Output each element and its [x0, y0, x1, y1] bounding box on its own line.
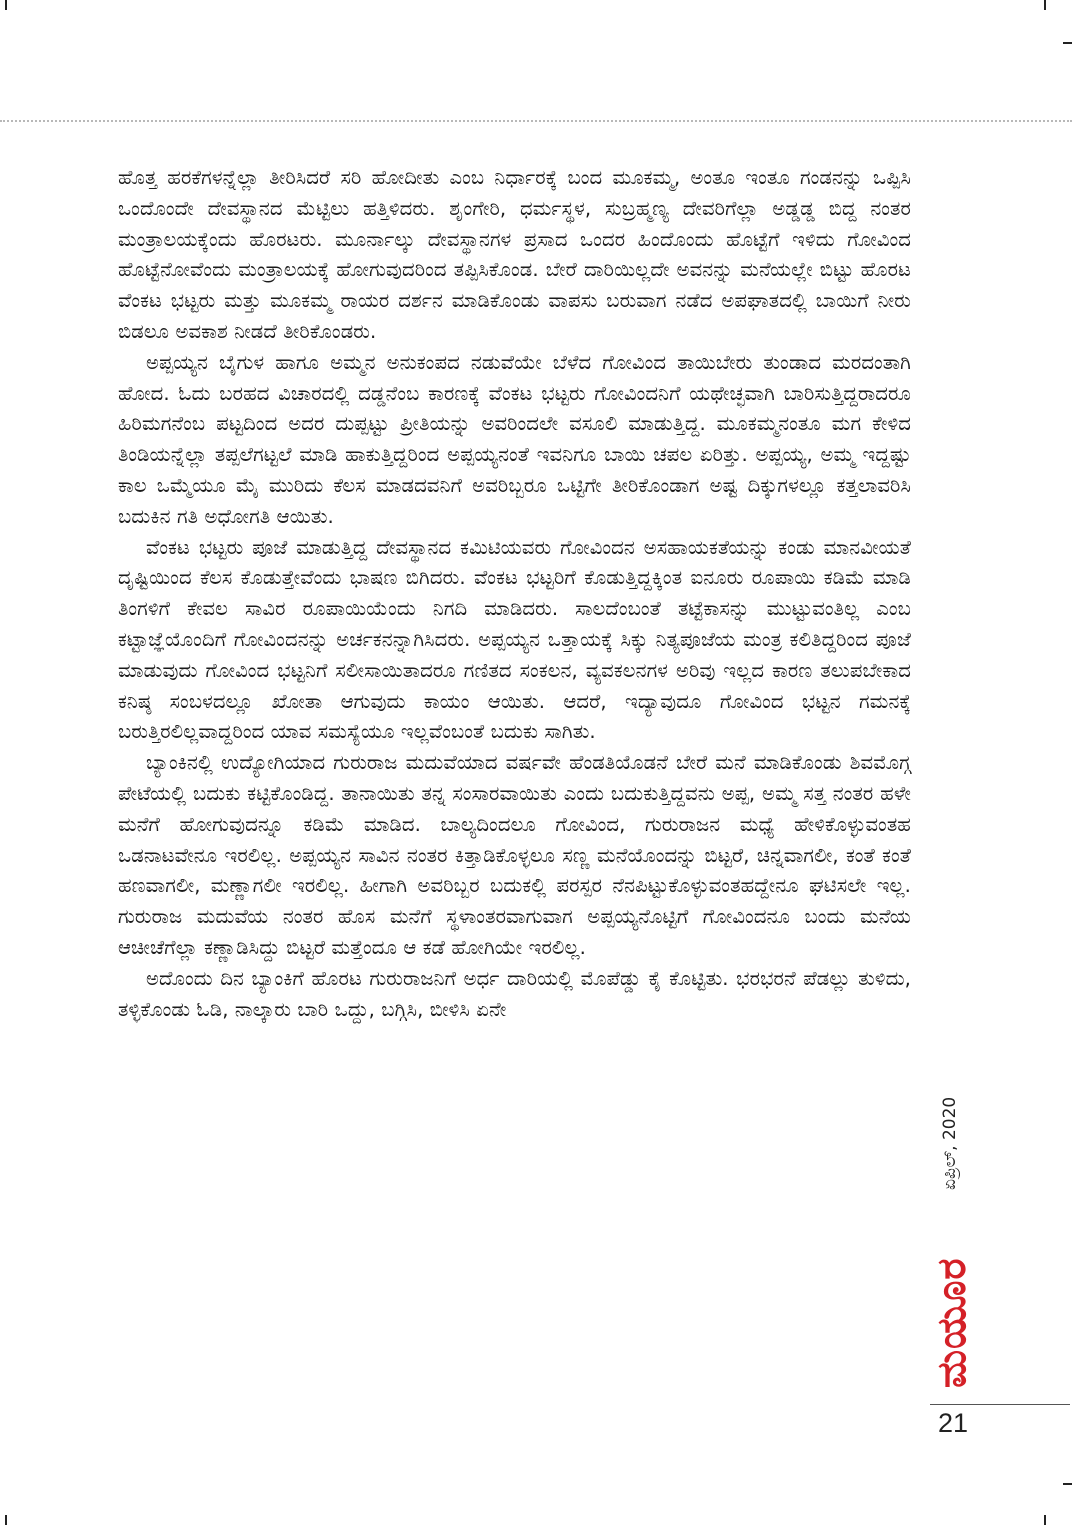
crop-mark-right-tick	[1063, 42, 1072, 44]
crop-mark-bottom-left	[5, 1515, 7, 1525]
article-body	[118, 163, 911, 1025]
magazine-logo: ಮಯೂರ	[929, 1257, 975, 1388]
page-number-rule	[930, 1404, 1070, 1405]
crop-mark-bottom-right	[1044, 1515, 1046, 1525]
article-paragraph: ಹೊತ್ತ ಹರಕೆಗಳನ್ನೆಲ್ಲಾ ತೀರಿಸಿದರೆ ಸರಿ ಹೋದೀತು ಎಂಬ ನಿರ್ಧಾರಕ್ಕೆ ಬಂದ ಮೂಕಮ್ಮ, ಅಂತೂ ಇಂತೂ ಗಂಡನನ್ನು ಒಪ್ಪಿಸಿ ಒಂದೊಂದೇ ದೇವಸ್ಥಾನದ ಮೆಟ್ಟಿಲು ಹತ್ತಿಳಿದರು. ಶೃಂಗೇರಿ, ಧರ್ಮಸ್ಥಳ, ಸುಬ್ರಹ್ಮಣ್ಯ ದೇವರಿಗೆಲ್ಲಾ ಅಡ್ಡಡ್ಡ ಬಿದ್ದ ನಂತರ ಮಂತ್ರಾಲಯಕ್ಕೆಂದು ಹೊರಟರು. ಮೂರ್ನಾಲ್ಕು ದೇವಸ್ಥಾನಗಳ ಪ್ರಸಾದ ಒಂದರ ಹಿಂದೊಂದು ಹೊಟ್ಟೆಗೆ ಇಳಿದು ಗೋವಿಂದ ಹೊಟ್ಟೆನೋವೆಂದು ಮಂತ್ರಾಲಯಕ್ಕೆ ಹೋಗುವುದರಿಂದ ತಪ್ಪಿಸಿಕೊಂಡ. ಬೇರೆ ದಾರಿಯಿಲ್ಲದೇ ಅವನನ್ನು ಮನೆಯಲ್ಲೇ ಬಿಟ್ಟು ಹೊರಟ ವೆಂಕಟ ಭಟ್ಟರು ಮತ್ತು ಮೂಕಮ್ಮ ರಾಯರ ದರ್ಶನ ಮಾಡಿಕೊಂಡು ವಾಪಸು ಬರುವಾಗ ನಡೆದ ಅಪಘಾತದಲ್ಲಿ ಬಾಯಿಗೆ ನೀರು ಬಿಡಲೂ ಅವಕಾಶ ನೀಡದೆ ತೀರಿಕೊಂಡರು.	[118, 166, 911, 343]
crop-mark-right-tick-bottom	[1063, 1483, 1072, 1485]
article-paragraph: ಬ್ಯಾಂಕಿನಲ್ಲಿ ಉದ್ಯೋಗಿಯಾದ ಗುರುರಾಜ ಮದುವೆಯಾದ ವರ್ಷವೇ ಹೆಂಡತಿಯೊಡನೆ ಬೇರೆ ಮನೆ ಮಾಡಿಕೊಂಡು ಶಿವಮೊಗ್ಗ ಪೇಟೆಯಲ್ಲಿ ಬದುಕು ಕಟ್ಟಿಕೊಂಡಿದ್ದ. ತಾನಾಯಿತು ತನ್ನ ಸಂಸಾರವಾಯಿತು ಎಂದು ಬದುಕುತ್ತಿದ್ದವನು ಅಪ್ಪ, ಅಮ್ಮ ಸತ್ತ ನಂತರ ಹಳೇ ಮನೆಗೆ ಹೋಗುವುದನ್ನೂ ಕಡಿಮೆ ಮಾಡಿದ. ಬಾಲ್ಯದಿಂದಲೂ ಗೋವಿಂದ, ಗುರುರಾಜನ ಮಧ್ಯೆ ಹೇಳಿಕೊಳ್ಳುವಂತಹ ಒಡನಾಟವೇನೂ ಇರಲಿಲ್ಲ. ಅಪ್ಪಯ್ಯನ ಸಾವಿನ ನಂತರ ಕಿತ್ತಾಡಿಕೊಳ್ಳಲೂ ಸಣ್ಣ ಮನೆಯೊಂದನ್ನು ಬಿಟ್ಟರೆ, ಚಿನ್ನವಾಗಲೀ, ಕಂತೆ ಕಂತೆ ಹಣವಾಗಲೀ, ಮಣ್ಣಾಗಲೀ ಇರಲಿಲ್ಲ. ಹೀಗಾಗಿ ಅವರಿಬ್ಬರ ಬದುಕಲ್ಲಿ ಪರಸ್ಪರ ನೆನಪಿಟ್ಟುಕೊಳ್ಳುವಂತಹದ್ದೇನೂ ಘಟಿಸಲೇ ಇಲ್ಲ. ಗುರುರಾಜ ಮದುವೆಯ ನಂತರ ಹೊಸ ಮನೆಗೆ ಸ್ಥಳಾಂತರವಾಗುವಾಗ ಅಪ್ಪಯ್ಯನೊಟ್ಟಿಗೆ ಗೋವಿಂದನೂ ಬಂದು ಮನೆಯ ಆಚೀಚೆಗೆಲ್ಲಾ ಕಣ್ಣಾಡಿಸಿದ್ದು ಬಿಟ್ಟರೆ ಮತ್ತೆಂದೂ ಆ ಕಡೆ ಹೋಗಿಯೇ ಇರಲಿಲ್ಲ.	[118, 751, 911, 959]
header-dotted-rule	[0, 120, 1072, 122]
page-number: 21	[938, 1408, 969, 1438]
crop-mark-top-left	[5, 0, 7, 10]
crop-mark-top-right	[1044, 0, 1046, 10]
article-paragraph: ವೆಂಕಟ ಭಟ್ಟರು ಪೂಜೆ ಮಾಡುತ್ತಿದ್ದ ದೇವಸ್ಥಾನದ ಕಮಿಟಿಯವರು ಗೋವಿಂದನ ಅಸಹಾಯಕತೆಯನ್ನು ಕಂಡು ಮಾನವೀಯತೆ ದೃಷ್ಟಿಯಿಂದ ಕೆಲಸ ಕೊಡುತ್ತೇವೆಂದು ಭಾಷಣ ಬಿಗಿದರು. ವೆಂಕಟ ಭಟ್ಟರಿಗೆ ಕೊಡುತ್ತಿದ್ದಕ್ಕಿಂತ ಐನೂರು ರೂಪಾಯಿ ಕಡಿಮೆ ಮಾಡಿ ತಿಂಗಳಿಗೆ ಕೇವಲ ಸಾವಿರ ರೂಪಾಯಿಯೆಂದು ನಿಗದಿ ಮಾಡಿದರು. ಸಾಲದೆಂಬಂತೆ ತಟ್ಟೆಕಾಸನ್ನು ಮುಟ್ಟುವಂತಿಲ್ಲ ಎಂಬ ಕಟ್ಟಾಜ್ಞೆಯೊಂದಿಗೆ ಗೋವಿಂದನನ್ನು ಅರ್ಚಕನನ್ನಾಗಿಸಿದರು. ಅಪ್ಪಯ್ಯನ ಒತ್ತಾಯಕ್ಕೆ ಸಿಕ್ಕು ನಿತ್ಯಪೂಜೆಯ ಮಂತ್ರ ಕಲಿತಿದ್ದರಿಂದ ಪೂಜೆ ಮಾಡುವುದು ಗೋವಿಂದ ಭಟ್ಟನಿಗೆ ಸಲೀಸಾಯಿತಾದರೂ ಗಣಿತದ ಸಂಕಲನ, ವ್ಯವಕಲನಗಳ ಅರಿವು ಇಲ್ಲದ ಕಾರಣ ತಲುಪಬೇಕಾದ ಕನಿಷ್ಠ ಸಂಬಳದಲ್ಲೂ ಖೋತಾ ಆಗುವುದು ಕಾಯಂ ಆಯಿತು. ಆದರೆ, ಇದ್ಯಾವುದೂ ಗೋವಿಂದ ಭಟ್ಟನ ಗಮನಕ್ಕೆ ಬರುತ್ತಿರಲಿಲ್ಲವಾದ್ದರಿಂದ ಯಾವ ಸಮಸ್ಯೆಯೂ ಇಲ್ಲವೆಂಬಂತೆ ಬದುಕು ಸಾಗಿತು.	[118, 535, 911, 744]
article-paragraph: ಅಪ್ಪಯ್ಯನ ಬೈಗುಳ ಹಾಗೂ ಅಮ್ಮನ ಅನುಕಂಪದ ನಡುವೆಯೇ ಬೆಳೆದ ಗೋವಿಂದ ತಾಯಿಬೇರು ತುಂಡಾದ ಮರದಂತಾಗಿ ಹೋದ. ಓದು ಬರಹದ ವಿಚಾರದಲ್ಲಿ ದಡ್ಡನೆಂಬ ಕಾರಣಕ್ಕೆ ವೆಂಕಟ ಭಟ್ಟರು ಗೋವಿಂದನಿಗೆ ಯಥೇಚ್ಛವಾಗಿ ಬಾರಿಸುತ್ತಿದ್ದರಾದರೂ ಹಿರಿಮಗನೆಂಬ ಪಟ್ಟದಿಂದ ಅದರ ದುಪ್ಪಟ್ಟು ಪ್ರೀತಿಯನ್ನು ಅವರಿಂದಲೇ ವಸೂಲಿ ಮಾಡುತ್ತಿದ್ದ. ಮೂಕಮ್ಮನಂತೂ ಮಗ ಕೇಳಿದ ತಿಂಡಿಯನ್ನೆಲ್ಲಾ ತಪ್ಪಲೆಗಟ್ಟಲೆ ಮಾಡಿ ಹಾಕುತ್ತಿದ್ದರಿಂದ ಅಪ್ಪಯ್ಯನಂತೆ ಇವನಿಗೂ ಬಾಯಿ ಚಪಲ ಏರಿತ್ತು. ಅಪ್ಪಯ್ಯ, ಅಮ್ಮ ಇದ್ದಷ್ಟು ಕಾಲ ಒಮ್ಮೆಯೂ ಮೈ ಮುರಿದು ಕೆಲಸ ಮಾಡದವನಿಗೆ ಅವರಿಬ್ಬರೂ ಒಟ್ಟಿಗೇ ತೀರಿಕೊಂಡಾಗ ಅಷ್ಟ ದಿಕ್ಕುಗಳಲ್ಲೂ ಕತ್ತಲಾವರಿಸಿ ಬದುಕಿನ ಗತಿ ಅಧೋಗತಿ ಆಯಿತು.	[118, 350, 911, 528]
issue-date: ಏಪ್ರಿಲ್, 2020	[940, 1096, 960, 1190]
article-paragraph: ಅದೊಂದು ದಿನ ಬ್ಯಾಂಕಿಗೆ ಹೊರಟ ಗುರುರಾಜನಿಗೆ ಅರ್ಧ ದಾರಿಯಲ್ಲಿ ಮೊಪೆಡ್ಡು ಕೈ ಕೊಟ್ಟಿತು. ಭರಭರನೆ ಪೆಡಲ್ಲು ತುಳಿದು, ತಳ್ಳಿಕೊಂಡು ಓಡಿ, ನಾಲ್ಕಾರು ಬಾರಿ ಒದ್ದು, ಬಗ್ಗಿಸಿ, ಬೀಳಿಸಿ ಏನೇ	[118, 966, 911, 1021]
